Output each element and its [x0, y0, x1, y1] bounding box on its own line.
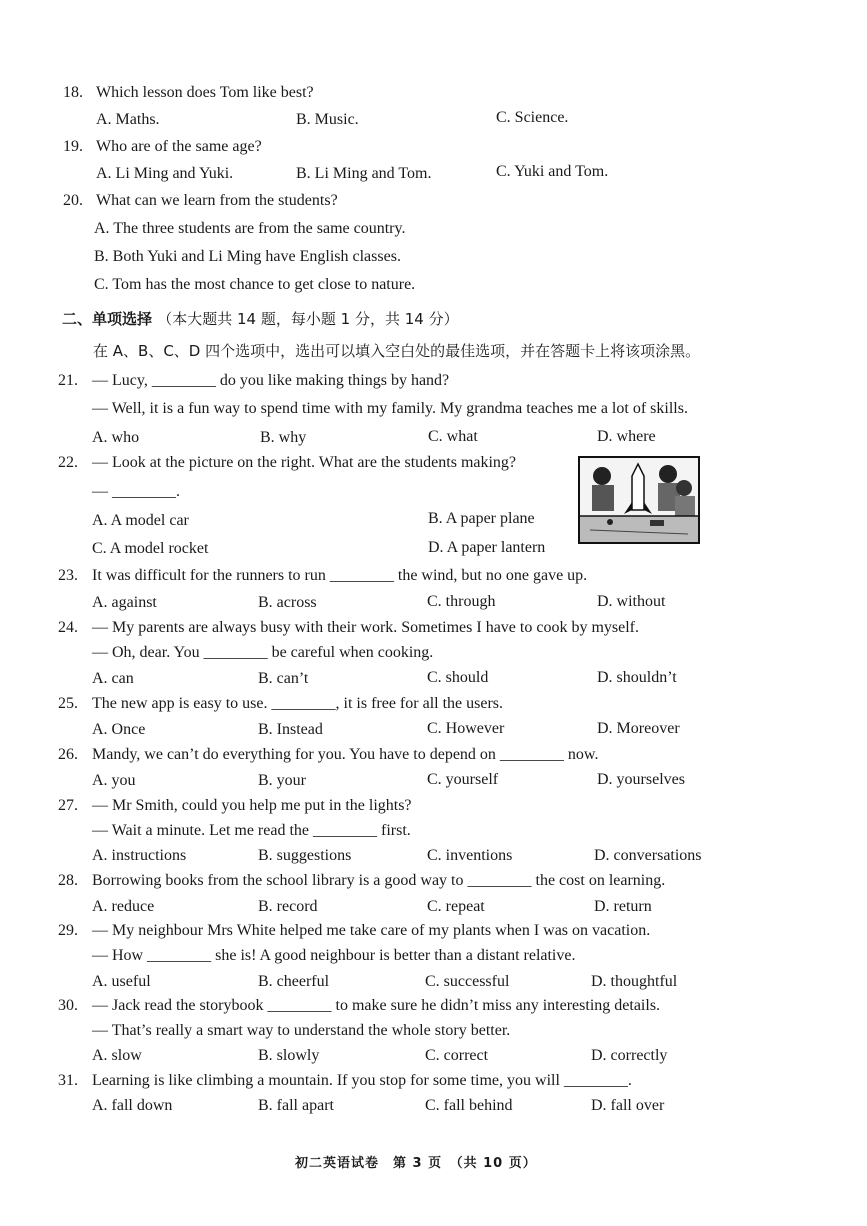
question-line: — Look at the picture on the right. What are the students making? [92, 454, 517, 471]
option-c: C. inventions [427, 847, 513, 864]
option-c: C. successful [425, 973, 510, 990]
question-line: — My parents are always busy with their work. Sometimes I have to cook by myself. [92, 619, 639, 636]
option-b: B. slowly [258, 1047, 320, 1064]
question-number: 30. [58, 997, 78, 1014]
question-number: 27. [58, 797, 78, 814]
question-line: — How ________ she is! A good neighbour is better than a distant relative. [92, 947, 576, 964]
option-a: A. Once [92, 721, 146, 738]
option-d: D. fall over [591, 1097, 665, 1114]
question-text: The new app is easy to use. ________, it is free for all the users. [92, 695, 504, 712]
question-text: It was difficult for the runners to run ________ the wind, but no one gave up. [92, 567, 588, 584]
page-footer: 初二英语试卷 第 3 页 （共 10 页） [295, 1156, 537, 1171]
section-instruction: 在 A、B、C、D 四个选项中，选出可以填入空白处的最佳选项，并在答题卡上将该项涂黑。 [93, 342, 701, 360]
question-number: 23. [58, 567, 78, 584]
option-a: A. fall down [92, 1097, 173, 1114]
option-d: D. conversations [594, 847, 702, 864]
option-a: A. useful [92, 973, 151, 990]
option-a: A. The three students are from the same country. [94, 220, 406, 237]
option-b: B. why [260, 429, 307, 446]
option-c: C. yourself [427, 771, 499, 788]
option-c: C. correct [425, 1047, 489, 1064]
question-text: Which lesson does Tom like best? [96, 84, 314, 101]
question-line: — Lucy, ________ do you like making things by hand? [92, 372, 450, 389]
option-a: A. instructions [92, 847, 187, 864]
option-b: B. cheerful [258, 973, 330, 990]
option-c: C. However [427, 720, 505, 737]
question-text: Learning is like climbing a mountain. If you stop for some time, you will ________. [92, 1072, 632, 1089]
option-a: A. against [92, 594, 157, 611]
question-number: 21. [58, 372, 78, 389]
section-title: 二、单项选择 [62, 310, 153, 328]
question-text: Borrowing books from the school library is a good way to ________ the cost on learning. [92, 872, 666, 889]
option-c: C. fall behind [425, 1097, 513, 1114]
option-b: B. Instead [258, 721, 323, 738]
option-b: B. Li Ming and Tom. [296, 165, 432, 182]
option-a: A. who [92, 429, 140, 446]
option-d: D. where [597, 428, 656, 445]
option-b: B. can’t [258, 670, 309, 687]
question-number: 29. [58, 922, 78, 939]
question-line: — ________. [92, 483, 180, 500]
option-d: D. shouldn’t [597, 669, 677, 686]
question-line: — Oh, dear. You ________ be careful when cooking. [92, 644, 434, 661]
question-line: — Mr Smith, could you help me put in the lights? [92, 797, 412, 814]
option-c: C. what [428, 428, 478, 445]
question-text: Who are of the same age? [96, 138, 262, 155]
option-b: B. your [258, 772, 306, 789]
question-number: 18. [63, 84, 83, 101]
question-line: — My neighbour Mrs White helped me take care of my plants when I was on vacation. [92, 922, 651, 939]
option-c: C. A model rocket [92, 540, 209, 557]
option-c: C. Tom has the most chance to get close to nature. [94, 276, 416, 293]
question-text: Mandy, we can’t do everything for you. You have to depend on ________ now. [92, 746, 599, 763]
option-a: A. reduce [92, 898, 155, 915]
question-line: — That’s really a smart way to understand the whole story better. [92, 1022, 511, 1039]
option-b: B. suggestions [258, 847, 352, 864]
option-d: D. A paper lantern [428, 539, 546, 556]
question-number: 20. [63, 192, 83, 209]
option-a: A. Maths. [96, 111, 160, 128]
option-b: B. across [258, 594, 317, 611]
students-model-rocket-illustration [578, 456, 700, 544]
question-number: 26. [58, 746, 78, 763]
question-number: 22. [58, 454, 78, 471]
option-a: A. can [92, 670, 134, 687]
option-d: D. yourselves [597, 771, 685, 788]
question-number: 31. [58, 1072, 78, 1089]
option-c: C. should [427, 669, 489, 686]
option-c: C. Yuki and Tom. [496, 163, 609, 180]
question-line: — Jack read the storybook ________ to make sure he didn’t miss any interesting details. [92, 997, 661, 1014]
option-b: B. A paper plane [428, 510, 535, 527]
question-line: — Well, it is a fun way to spend time with my family. My grandma teaches me a lot of skills. [92, 400, 688, 417]
question-text: What can we learn from the students? [96, 192, 338, 209]
question-number: 24. [58, 619, 78, 636]
option-d: D. without [597, 593, 666, 610]
option-d: D. thoughtful [591, 973, 678, 990]
option-c: C. Science. [496, 109, 569, 126]
question-number: 25. [58, 695, 78, 712]
option-a: A. you [92, 772, 136, 789]
option-d: D. Moreover [597, 720, 680, 737]
option-c: C. repeat [427, 898, 485, 915]
section-subtitle: （本大题共 14 题，每小题 1 分，共 14 分） [157, 310, 459, 328]
option-d: D. return [594, 898, 652, 915]
option-b: B. fall apart [258, 1097, 334, 1114]
option-b: B. record [258, 898, 318, 915]
option-a: A. slow [92, 1047, 142, 1064]
question-line: — Wait a minute. Let me read the ________ first. [92, 822, 411, 839]
section-heading [62, 308, 459, 330]
question-number: 28. [58, 872, 78, 889]
option-b: B. Both Yuki and Li Ming have English classes. [94, 248, 401, 265]
option-c: C. through [427, 593, 496, 610]
option-d: D. correctly [591, 1047, 668, 1064]
illustration-drawing [580, 458, 698, 542]
option-a: A. A model car [92, 512, 189, 529]
option-b: B. Music. [296, 111, 359, 128]
option-a: A. Li Ming and Yuki. [96, 165, 234, 182]
question-number: 19. [63, 138, 83, 155]
